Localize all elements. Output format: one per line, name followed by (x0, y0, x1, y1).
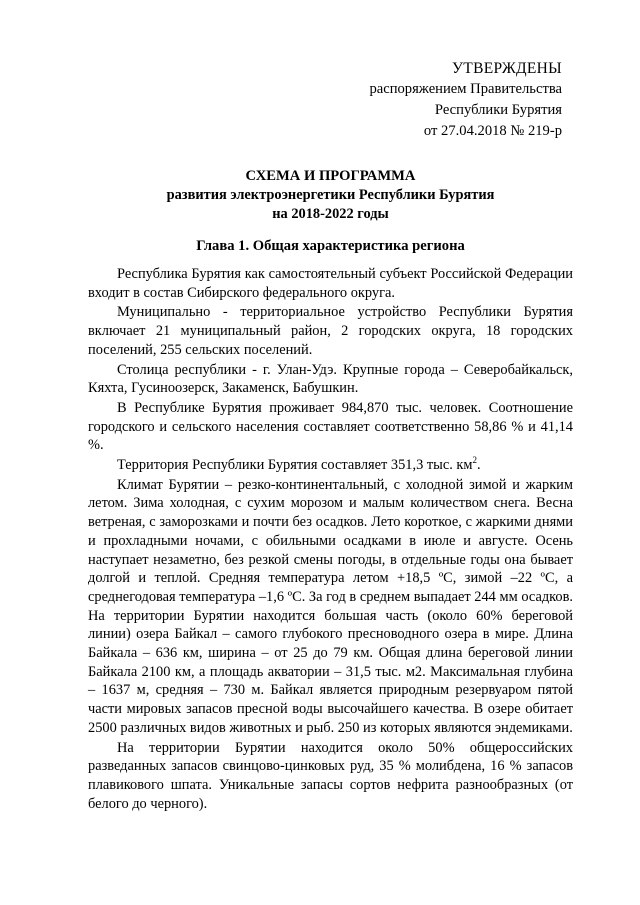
document-body (88, 265, 573, 813)
approval-authority: распоряжением Правительства (369, 81, 562, 97)
approval-stamp (369, 58, 562, 142)
paragraph-population: В Республике Бурятия проживает 984,870 тыс. человек. Соотношение городского и сельского населения составляет соответственно 58,86 % и 41,14 %. (88, 399, 573, 454)
territory-text: Территория Республики Бурятия составляет 351,3 тыс. км (117, 457, 473, 474)
approval-title: УТВЕРЖДЕНЫ (452, 60, 562, 77)
approval-region: Республики Бурятия (434, 102, 562, 118)
paragraph-capital: Столица республики - г. Улан-Удэ. Крупные города – Северобайкальск, Кяхта, Гусиноозерск, Закаменск, Бабушкин. (88, 361, 573, 397)
document-subtitle: развития электроэнергетики Республики Бурятия (166, 187, 495, 203)
document-title: СХЕМА И ПРОГРАММА (245, 168, 416, 184)
paragraph-federal-district: Республика Бурятия как самостоятельный субъект Российской Федерации входит в состав Сибирского федерального округа. (88, 266, 573, 301)
approval-date: от 27.04.2018 № 219-р (423, 123, 562, 139)
paragraph-climate: Климат Бурятии – резко-континентальный, с холодной зимой и жарким летом. Зима холодная, с сухим морозом и малым количеством снега. Весна ветреная, с заморозками и почти без осадков. Лето короткое, с жаркими днями и прохладными ночами, с обильными осадками в июле и августе. Осень наступает незаметно, без резкой смены погоды, в отдельные годы она бывает долгой и теплой. Средняя температура летом +18,5 ºС, зимой –22 ºС, а среднегодовая температура –1,6 ºС. За год в среднем выпадает 244 мм осадков. На территории Бурятии находится большая часть (около 60% береговой линии) озера Байкал – самого глубокого пресноводного озера в мире. Длина Байкала – 636 км, ширина – от 25 до 79 км. Общая длина береговой линии Байкала 2100 км, а площадь акватории – 31,5 тыс. м2. Максимальная глубина – 1637 м, средняя – 730 м. Байкал является природным резервуаром пятой части мировых запасов пресной воды высочайшего качества. В озере обитает 2500 различных видов животных и рыб. 250 из которых являются эндемиками. (88, 476, 573, 736)
chapter-heading: Глава 1. Общая характеристика региона (196, 238, 465, 254)
territory-end: . (477, 457, 481, 474)
paragraph-municipal-structure: Муниципально - территориальное устройство Республики Бурятия включает 21 муниципальный район, 2 городских округа, 18 городских поселений, 255 сельских поселений. (88, 304, 573, 358)
paragraph-minerals: На территории Бурятии находится около 50% общероссийских разведанных запасов свинцово-цинковых руд, 35 % молибдена, 16 % запасов плавикового шпата. Уникальные запасы сортов нефрита разнообразных (от белого до черного). (88, 739, 573, 812)
territory-unit-power: 2 (472, 455, 478, 466)
paragraph-territory (88, 456, 573, 475)
document-years: на 2018-2022 годы (272, 206, 389, 222)
